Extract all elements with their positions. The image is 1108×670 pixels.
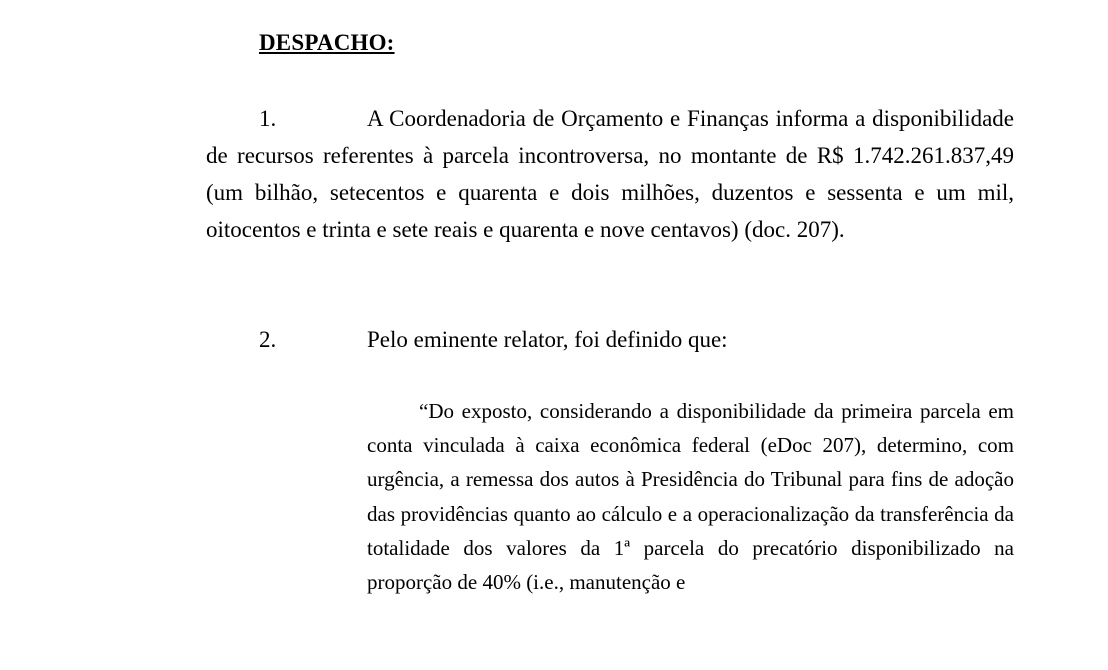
block-quote: “Do exposto, considerando a disponibilidade da primeira parcela em conta vinculada à caixa econômica federal (eDoc 207), determino, com urgência, a remessa dos autos à Presidência do Tribunal para fins de adoção das providências quanto ao cálculo e a operacionalização da transferência da totalidade dos valores da 1ª parcela do precatório disponibilizado na proporção de 40% (i.e., manutenção e <box>367 399 1014 595</box>
paragraph-2-text: Pelo eminente relator, foi definido que: <box>367 327 728 352</box>
paragraph-2 <box>206 321 1014 358</box>
document-heading: DESPACHO: <box>259 30 395 55</box>
paragraph-2-number: 2. <box>259 327 277 352</box>
paragraph-1-number: 1. <box>259 106 277 131</box>
paragraph-1-text: A Coordenadoria de Orçamento e Finanças informa a disponibilidade de recursos referentes à parcela incontroversa, no montante de R$ 1.742.261.837,49 (um bilhão, setecentos e quarenta e dois milhões, duzentos e sessenta e um mil, oitocentos e trinta e sete reais e quarenta e nove centavos) (doc. 207). <box>206 106 1014 242</box>
paragraph-1 <box>206 100 1014 248</box>
